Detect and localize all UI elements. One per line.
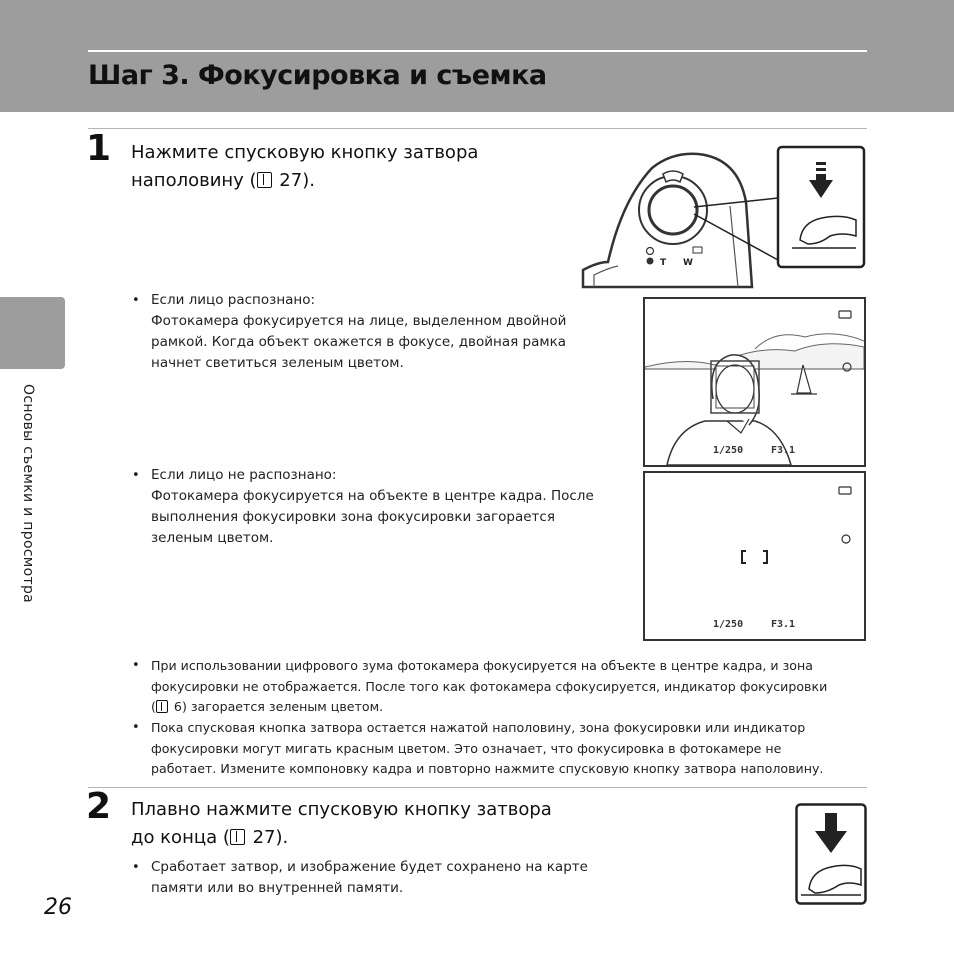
step2-line2: до конца ( 27). [131,827,289,848]
zoom-tele-label: T [660,258,667,268]
step2-line1: Плавно нажмите спусковую кнопку затвора [131,799,552,820]
step2-rule [88,787,867,788]
zoom-wide-label: W [683,258,693,268]
bullet-dot: • [132,468,140,483]
shutter-button [649,186,697,234]
book-reference-icon [230,829,245,845]
book-reference-icon [156,700,168,713]
side-label: Основы съемки и просмотра [20,384,36,604]
face-shutter-speed: 1/250 [713,445,744,456]
person-shoulders [667,421,791,465]
full-press-illustration [795,803,867,905]
step1-line1: Нажмите спусковую кнопку затвора [131,142,479,163]
bullet-dot: • [132,658,140,673]
page-number: 26 [44,895,72,920]
header-band [0,0,954,112]
zoom-lever [663,171,683,182]
header-rule [88,50,867,52]
side-tab [0,297,65,369]
step2-number: 2 [86,786,112,827]
page-title: Шаг 3. Фокусировка и съемка [88,60,547,91]
empty-scene [645,473,864,639]
screen-no-face [643,471,866,641]
book-reference-icon [257,172,272,188]
focus-bracket-right [763,551,767,563]
bullet-face-detected: • Если лицо распознано: Фотокамера фокусируется на лице, выделенном двойной рамкой. Когда объект окажется в фокусе, двойная рамка начнет светиться зеленым цветом. [132,292,567,371]
step1-rule [88,128,867,129]
face-scene [645,299,864,465]
step2-instruction [131,796,552,852]
note-half-press: • Пока спусковая кнопка затвора остается нажатой наполовину, зона фокусировки или индикатор фокусировки могут мигать красным цветом. Это означает, что фокусировка в фотокамере не работает. Измените компоновку кадра и повторно нажмите спусковую кнопку затвора наполовину. [132,720,824,776]
screen-face-detected [643,297,866,467]
bullet-shutter-release: • Сработает затвор, и изображение будет сохранено на карте памяти или во внутренней памяти. [132,859,588,896]
focus-bracket-left [742,551,746,563]
stabilizer-icon [842,535,850,543]
step1-line2: наполовину ( 27). [131,170,315,191]
bullet-dot: • [132,860,140,875]
center-aperture: F3.1 [771,619,796,630]
bullet-dot: • [132,293,140,308]
battery-icon [839,311,851,318]
bullet-dot: • [132,720,140,735]
battery-icon [839,487,851,494]
camera-shutter-illustration [580,140,870,290]
center-shutter-speed: 1/250 [713,619,744,630]
face-aperture: F3.1 [771,445,796,456]
step1-number: 1 [86,128,112,169]
step1-instruction [131,139,478,195]
help-icon [647,258,654,265]
note-digital-zoom: • При использовании цифрового зума фотокамера фокусируется на объекте в центре кадра, и зона фокусировки не отображается. После того как фотокамера сфокусируется, индикатор фокусировки ( 6) загорается зеленым цветом. [132,658,828,714]
bullet-no-face: • Если лицо не распознано: Фотокамера фокусируется на объекте в центре кадра. После выполнения фокусировки зона фокусировки загорается зеленым цветом. [132,467,594,546]
face-outline [716,365,754,413]
